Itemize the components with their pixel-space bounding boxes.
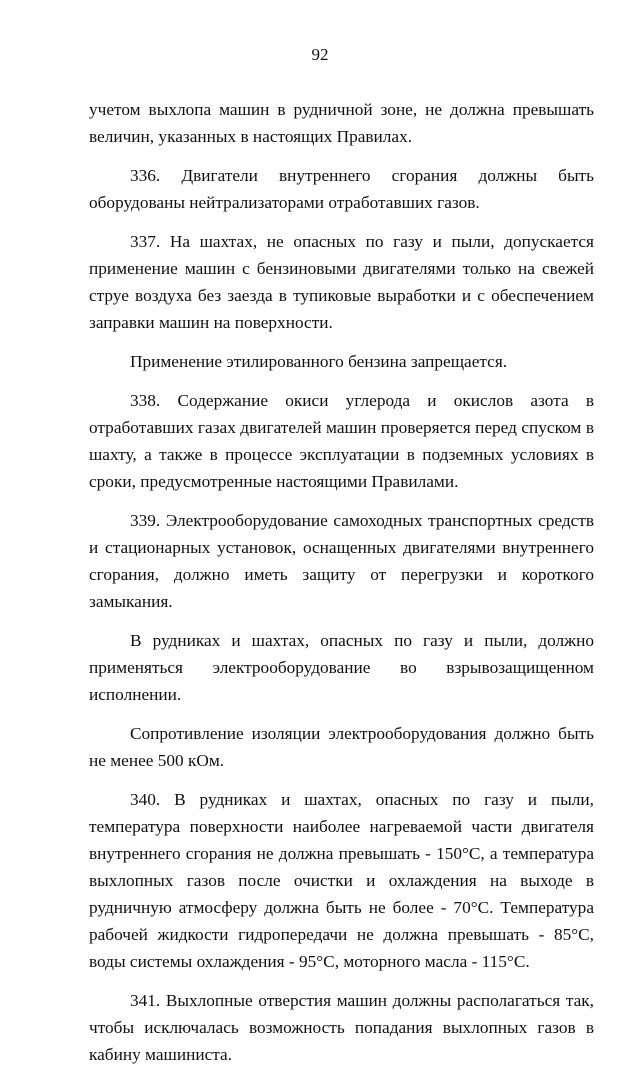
- paragraph-explosion-proof: В рудниках и шахтах, опасных по газу и пыли, должно применяться электрооборудование во взрывозащищенном исполнении.: [89, 631, 594, 704]
- paragraph-continuation: учетом выхлопа машин в рудничной зоне, не должна превышать величин, указанных в настоящих Правилах.: [89, 100, 594, 146]
- paragraph-341: 341. Выхлопные отверстия машин должны располагаться так, чтобы исключалась возможность попадания выхлопных газов в кабину машиниста.: [89, 991, 594, 1064]
- paragraph-insulation: Сопротивление изоляции электрооборудования должно быть не менее 500 кОм.: [89, 724, 594, 770]
- page-number: 92: [311, 45, 329, 64]
- paragraph-336: 336. Двигатели внутреннего сгорания должны быть оборудованы нейтрализаторами отработавших газов.: [89, 166, 594, 212]
- paragraph-339: 339. Электрооборудование самоходных транспортных средств и стационарных установок, оснащенных двигателями внутреннего сгорания, должно иметь защиту от перегрузки и короткого замыкания.: [89, 511, 594, 611]
- paragraph-340: 340. В рудниках и шахтах, опасных по газу и пыли, температура поверхности наиболее нагреваемой части двигателя внутреннего сгорания не должна превышать - 150°С, а температура выхлопных газов после очистки и охлаждения на выходе в рудничную атмосферу должна быть не более - 70°С. Температура рабочей жидкости гидропередачи не должна превышать - 85°С, воды системы охлаждения - 95°С, моторного масла - 115°С.: [89, 790, 594, 971]
- paragraph-337: 337. На шахтах, не опасных по газу и пыли, допускается применение машин с бензиновыми двигателями только на свежей струе воздуха без заезда в тупиковые выработки и с обеспечением заправки машин на поверхности.: [89, 232, 594, 332]
- paragraph-leaded-petrol: Применение этилированного бензина запрещается.: [130, 352, 508, 371]
- document-body: [89, 96, 594, 1080]
- paragraph-338: 338. Содержание окиси углерода и окислов азота в отработавших газах двигателей машин проверяется перед спуском в шахту, а также в процессе эксплуатации в подземных условиях в сроки, предусмотренные настоящими Правилами.: [89, 391, 594, 491]
